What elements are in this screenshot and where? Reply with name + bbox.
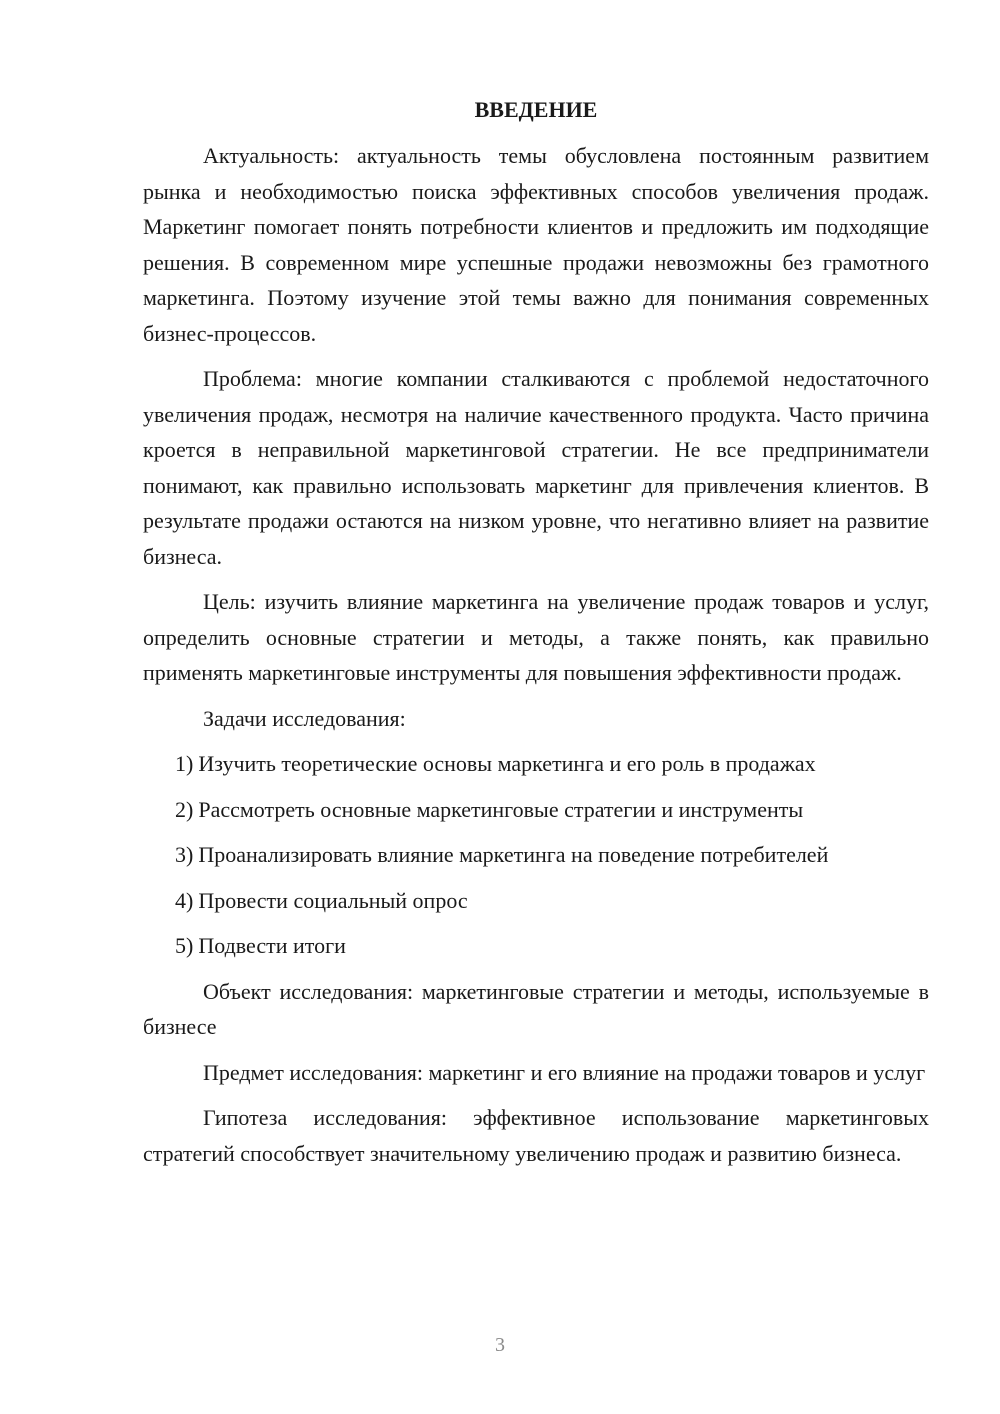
- list-item-number: 3): [175, 842, 194, 867]
- list-item: [143, 746, 929, 782]
- list-item-number: 2): [175, 796, 194, 822]
- list-item-text: Рассмотреть основные маркетинговые стратегии и инструменты: [198, 796, 804, 822]
- list-item: [143, 928, 929, 964]
- list-item-text: Проанализировать влияние маркетинга на поведение потребителей: [198, 842, 829, 867]
- list-item: [143, 792, 929, 828]
- paragraph-object: Объект исследования: маркетинговые стратегии и методы, используемые в бизнесе: [143, 978, 929, 1039]
- page-number: 3: [495, 1334, 505, 1356]
- list-item-text: Подвести итоги: [198, 933, 346, 958]
- list-item-text: Провести социальный опрос: [198, 887, 468, 913]
- list-item: [143, 837, 929, 873]
- list-item-number: 1): [175, 751, 194, 776]
- paragraph-relevance: Актуальность: актуальность темы обусловлена постоянным развитием рынка и необходимостью поиска эффективных способов увеличения продаж. Маркетинг помогает понять потребности клиентов и предложить им подходящие решения. В современном мире успешные продажи невозможны без грамотного маркетинга. Поэтому изучение этой темы важно для понимания современных бизнес-процессов.: [143, 143, 929, 346]
- tasks-heading: Задачи исследования:: [203, 705, 406, 731]
- paragraph-hypothesis: Гипотеза исследования: эффективное использование маркетинговых стратегий способствует значительному увеличению продаж и развитию бизнеса.: [143, 1105, 929, 1166]
- list-item-text: Изучить теоретические основы маркетинга и его роль в продажах: [198, 751, 816, 776]
- tasks-list: [143, 746, 929, 964]
- page-title: ВВЕДЕНИЕ: [474, 97, 598, 122]
- paragraph-problem: Проблема: многие компании сталкиваются с проблемой недостаточного увеличения продаж, несмотря на наличие качественного продукта. Часто причина кроется в неправильной маркетинговой стратегии. Не все предприниматели понимают, как правильно использовать маркетинг для привлечения клиентов. В результате продажи остаются на низком уровне, что негативно влияет на развитие бизнеса.: [143, 366, 929, 569]
- list-item-number: 5): [175, 933, 194, 958]
- page-content: [143, 92, 929, 1171]
- paragraph-goal: Цель: изучить влияние маркетинга на увеличение продаж товаров и услуг, определить основные стратегии и методы, а также понять, как правильно применять маркетинговые инструменты для повышения эффективности продаж.: [143, 589, 929, 685]
- list-item-number: 4): [175, 887, 194, 913]
- list-item: [143, 883, 929, 919]
- paragraph-subject: Предмет исследования: маркетинг и его влияние на продажи товаров и услуг: [203, 1059, 926, 1085]
